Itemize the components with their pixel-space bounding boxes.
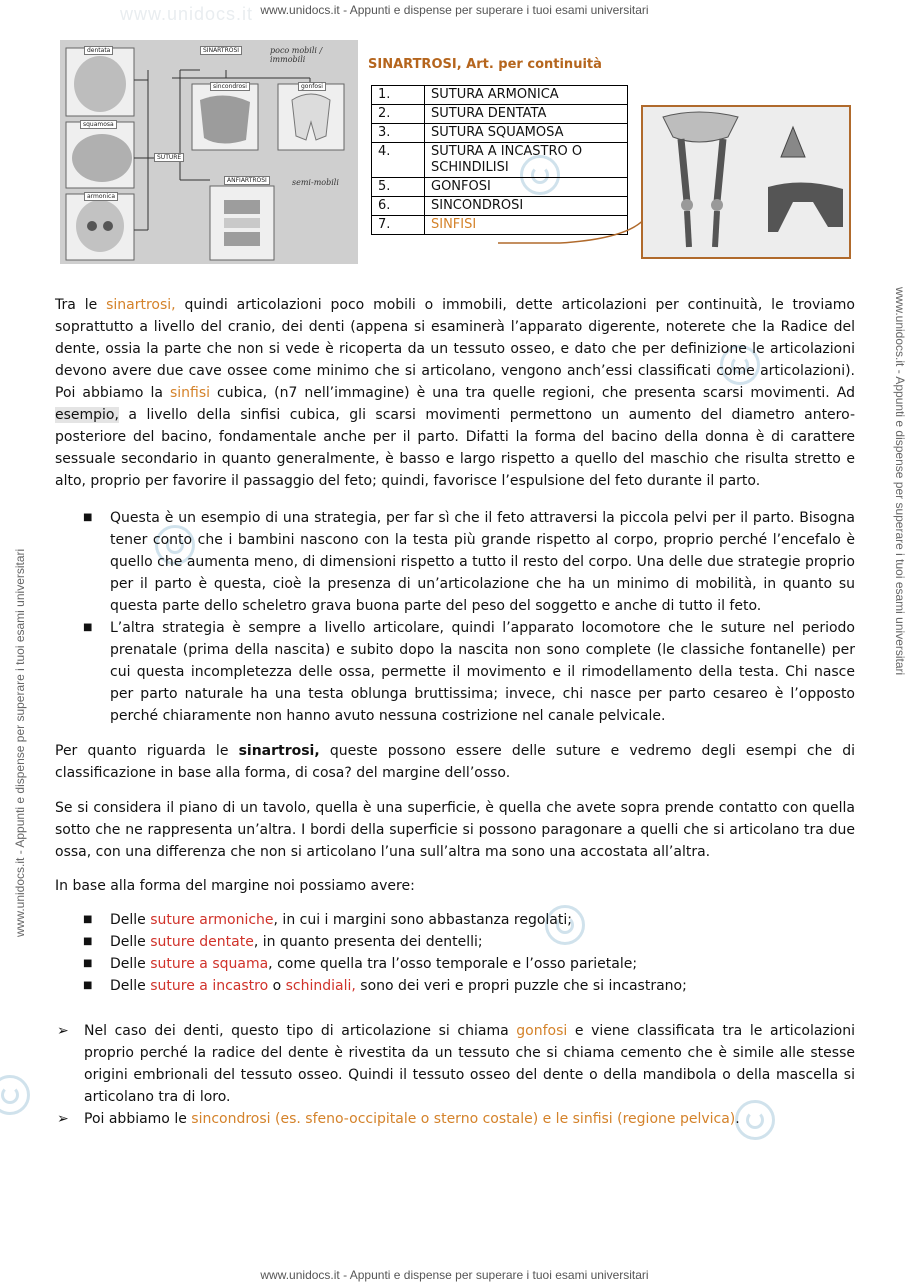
list-item: [83, 975, 855, 997]
figure-label-anfiartrosi: ANFIARTROSI: [224, 176, 270, 185]
arrow-bullet-icon: ➢: [57, 1023, 69, 1039]
text: Per quanto riguarda le: [55, 743, 239, 759]
term-sinartrosi-bold: sinartrosi,: [238, 743, 320, 759]
text: Delle: [110, 912, 151, 928]
square-bullet-icon: ■: [83, 622, 93, 633]
row-label: SUTURA DENTATA: [425, 105, 628, 124]
list-item: [57, 1020, 855, 1108]
figure-lines: [60, 40, 358, 264]
term-sincondrosi-sinfisi: sincondrosi (es. sfeno-occipitale o sterno costale) e le sinfisi (regione pelvica): [191, 1111, 736, 1127]
text: .: [735, 1111, 740, 1127]
text: Poi abbiamo le: [84, 1111, 192, 1127]
square-bullet-icon: ■: [83, 980, 93, 991]
table-row: [372, 143, 628, 178]
row-number: 3.: [372, 124, 425, 143]
paragraph-suture-forma: [55, 740, 855, 784]
square-bullet-icon: ■: [83, 914, 93, 925]
list-item: [83, 507, 855, 617]
list-item: [83, 909, 855, 931]
row-label: SUTURA A INCASTRO O SCHINDILISI: [425, 143, 628, 178]
table-title: SINARTROSI, Art. per continuità: [368, 57, 602, 72]
text: sono dei veri e propri puzzle che si incastrano;: [355, 978, 687, 994]
bullet-list-suture: [83, 909, 855, 997]
table-row: [372, 105, 628, 124]
arrow-list: [57, 1020, 855, 1130]
text: a livello della sinfisi cubica, gli scarsi movimenti permettono un aumento del diametro antero-posteriore del bacino, fondamentale anche per il parto. Difatti la forma del bacino della donna è di carattere sessuale secondario in quanto generalmente, è basso e largo rispetto a quello del maschio che risulta stretto e alto, proprio per favorire il passaggio del feto; quindi, favorisce l’espulsione del feto durante il parto.: [55, 407, 855, 489]
figure-handwritten-note-top: poco mobili / immobili: [270, 46, 323, 64]
text: Nel caso dei denti, questo tipo di articolazione si chiama: [84, 1023, 517, 1039]
text: queste possono essere delle suture e vedremo degli esempi che di classificazione in base alla forma, di cosa? del margine dell’osso.: [55, 743, 855, 781]
square-bullet-icon: ■: [83, 512, 93, 523]
watermark-ghost-text: www.unidocs.it: [120, 4, 254, 24]
text: , in quanto presenta dei dentelli;: [253, 934, 483, 950]
text: e viene classificata tra le articolazioni proprio perché la radice del dente è rivestita da un tessuto che si chiama cemento che è simile alle stesse origini embrionali del tessuto osseo. Quindi il tessuto osseo del dente o della mandibola o della mascella si articolano tra di loro.: [84, 1023, 855, 1105]
row-label-highlighted: SINFISI: [425, 216, 628, 235]
row-number: 6.: [372, 197, 425, 216]
text: Se si considera il piano di un tavolo, quella è una superficie, è quella che avete sopra prende contatto con quella sotto che ne rappresenta un’altra. I bordi della superficie si possono paragonare a quelli che si articolano tra due ossa, con una differenza che non si articolano l’una sull’altra ma sono una accostata all’altra.: [55, 800, 855, 860]
table-row: [372, 86, 628, 105]
sinartrosi-table: [371, 85, 628, 235]
text: , in cui i margini sono abbastanza regolati;: [273, 912, 572, 928]
list-item-text: Questa è un esempio di una strategia, per far sì che il feto attraversi la piccola pelvi per il parto. Bisogna tener conto che i bambini nascono con la testa più grande rispetto al corpo, proprio perché l’encefalo è quello che aumenta meno, di dimensioni rispetto a tutto il resto del corpo. Una delle due strategie proprio per il parto è questa, cioè la presenza di un’articolazione che ha un minimo di mobilità, in quanto su questa parte dello scheletro grava buona parte del peso del soggetto e anche di tutto il feto.: [110, 510, 855, 614]
row-number: 7.: [372, 216, 425, 235]
text: Delle: [110, 956, 151, 972]
text: , come quella tra l’osso temporale e l’osso parietale;: [268, 956, 638, 972]
term-suture-armoniche: suture armoniche: [150, 912, 274, 928]
text: Tra le: [55, 297, 107, 313]
square-bullet-icon: ■: [83, 958, 93, 969]
watermark-top: www.unidocs.it - Appunti e dispense per superare i tuoi esami universitari: [260, 3, 649, 17]
paragraph-tavolo: [55, 797, 855, 863]
watermark-bottom: www.unidocs.it - Appunti e dispense per superare i tuoi esami universitari: [260, 1268, 649, 1282]
list-item: [83, 617, 855, 727]
row-number: 4.: [372, 143, 425, 178]
watermark-side-left: www.unidocs.it - Appunti e dispense per superare i tuoi esami universitari: [13, 548, 27, 937]
list-item: [57, 1108, 855, 1130]
paragraph-intro: [55, 294, 855, 492]
table-row: [372, 216, 628, 235]
row-label: SUTURA SQUAMOSA: [425, 124, 628, 143]
row-number: 2.: [372, 105, 425, 124]
figure-label-sincondrosi: sincondrosi: [210, 82, 250, 91]
table-row: [372, 197, 628, 216]
arrow-bullet-icon: ➢: [57, 1111, 69, 1127]
text: cubica, (n7 nell’immagine) è una tra quelle regioni, che presenta scarsi movimenti. Ad: [210, 385, 855, 401]
figure-label-dentata: dentata: [84, 46, 113, 55]
bullet-list-strategies: [83, 507, 855, 727]
text: In base alla forma del margine noi possiamo avere:: [55, 878, 415, 894]
figure-handwritten-note-bottom: semi-mobili: [292, 178, 339, 187]
watermark-side-right: www.unidocs.it - Appunti e dispense per superare i tuoi esami universitari: [893, 287, 907, 676]
list-item-text: L’altra strategia è sempre a livello articolare, quindi l’apparato locomotore che le suture nel periodo prenatale (prima della nascita) e subito dopo la nascita non sono complete (le classiche fontanelle) per cui questa incompletezza delle ossa, permette il movimento e il rimodellamento della testa. Chi nasce per parto naturale ha una testa oblunga bruttissima; invece, chi nasce per parto cesareo è l’opposto perché chiaramente non hanno avuto nessuna costrizione nel canale pelvicale.: [110, 620, 855, 724]
text: Delle: [110, 978, 151, 994]
term-schindiali: schindiali,: [285, 978, 356, 994]
row-number: 5.: [372, 178, 425, 197]
row-label: SINCONDROSI: [425, 197, 628, 216]
text: Delle: [110, 934, 151, 950]
figure-label-squamosa: squamosa: [80, 120, 117, 129]
table-row: [372, 178, 628, 197]
watermark-logo-icon: [0, 1075, 30, 1115]
figure-label-sinartrosi: SINARTROSI: [200, 46, 242, 55]
figure-label-gonfosi: gonfosi: [298, 82, 326, 91]
list-item: [83, 953, 855, 975]
skeleton-illustration: [643, 107, 849, 257]
term-sinfisi: sinfisi: [169, 385, 211, 401]
paragraph-forma-margine: [55, 875, 855, 897]
table-row: [372, 124, 628, 143]
figure-label-armonica: armonica: [84, 192, 118, 201]
term-sinartrosi: sinartrosi,: [106, 297, 176, 313]
term-suture-a-squama: suture a squama: [150, 956, 269, 972]
highlighted-esempio: esempio,: [55, 407, 119, 423]
text: quindi articolazioni poco mobili o immobili, dette articolazioni per continuità, le troviamo soprattutto a livello del cranio, dei denti (appena si esaminerà l’apparato digerente, noterete che la Radice del dente, ossia la parte che non si vede è ricoperta da un tessuto osseo, e dato che per definizione le articolazioni devono avere due cave ossee come minimo che si articolano, vengono anch’essi classificati come articolazioni). Poi abbiamo la: [55, 297, 856, 401]
row-label: SUTURA ARMONICA: [425, 86, 628, 105]
square-bullet-icon: ■: [83, 936, 93, 947]
term-gonfosi: gonfosi: [516, 1023, 568, 1039]
figure-label-suture: SUTURE: [154, 153, 184, 162]
list-item: [83, 931, 855, 953]
term-suture-dentate: suture dentate: [150, 934, 254, 950]
term-suture-a-incastro: suture a incastro: [150, 978, 269, 994]
row-number: 1.: [372, 86, 425, 105]
row-label: GONFOSI: [425, 178, 628, 197]
text: o: [268, 978, 286, 994]
figure-pelvis-skeleton: [641, 105, 851, 259]
figure-sinartrosi-classification: [60, 40, 358, 264]
